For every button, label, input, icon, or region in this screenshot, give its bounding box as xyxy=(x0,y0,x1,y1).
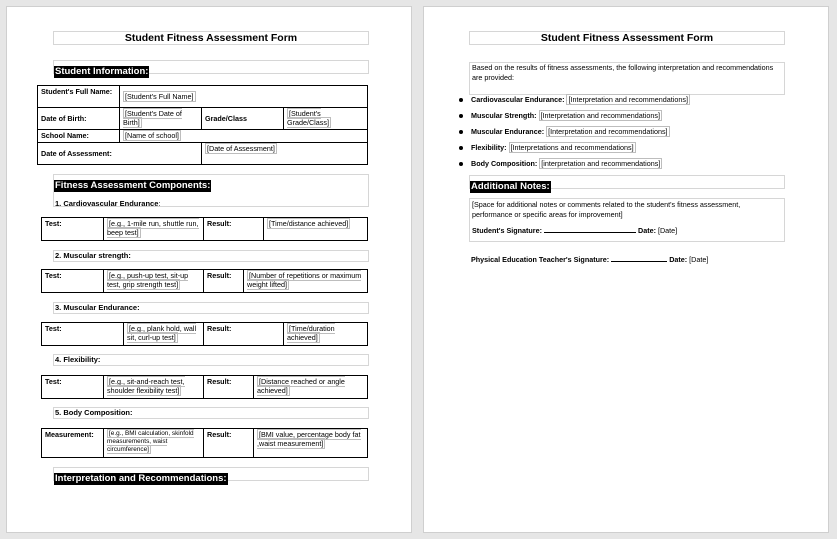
doa-field[interactable]: [Date of Assessment] xyxy=(207,144,275,153)
date-label: Date: xyxy=(638,226,656,235)
component-title-5: 5. Body Composition: xyxy=(55,408,133,417)
result-label: Result: xyxy=(204,376,254,399)
component-5-heading-box xyxy=(53,407,369,419)
test-label: Test: xyxy=(42,218,104,241)
notes-field[interactable]: [Space for additional notes or comments related to the student's fitness assessment, performance or specific areas for improvement] xyxy=(472,200,741,219)
notes-section xyxy=(469,175,785,192)
flexibility-result-field[interactable]: [Distance reached or angle achieved] xyxy=(257,377,345,395)
strength-test-field[interactable]: [e.g., push-up test, sit-up test, grip strength test] xyxy=(107,271,189,289)
doa-label: Date of Assessment: xyxy=(38,143,202,165)
component-3-heading-box xyxy=(53,302,369,314)
bullet-endurance: Muscular Endurance: [Interpretation and recommendations] xyxy=(471,127,668,136)
result-label: Result: xyxy=(204,270,244,293)
student-signature-field[interactable] xyxy=(544,224,636,233)
endurance-test-field[interactable]: [e.g., plank hold, wall sit, curl-up test] xyxy=(127,324,197,342)
component-2-heading-box xyxy=(53,250,369,262)
component-title-3: 3. Muscular Endurance: xyxy=(55,303,140,312)
dob-label: Date of Birth: xyxy=(38,108,120,130)
dob-field[interactable]: [Student's Date of Birth] xyxy=(123,109,182,127)
student-signature-label: Student's Signature: xyxy=(472,226,542,235)
component-title-1: 1. Cardiovascular Endurance: xyxy=(55,199,161,208)
interpretation-section xyxy=(53,467,369,484)
endurance-table xyxy=(41,322,368,346)
test-label: Test: xyxy=(42,376,104,399)
component-title-4: 4. Flexibility: xyxy=(55,355,101,364)
component-4-heading-box xyxy=(53,354,369,366)
school-field[interactable]: [Name of school] xyxy=(125,131,179,140)
date-label: Date: xyxy=(669,255,688,264)
components-section xyxy=(53,174,369,207)
result-label: Result: xyxy=(204,429,254,458)
full-name-label: Student's Full Name: xyxy=(38,86,120,108)
teacher-signature-label: Physical Education Teacher's Signature: xyxy=(471,255,610,264)
student-info-table xyxy=(37,85,368,165)
strength-result-field[interactable]: [Number of repetitions or maximum weight lifted] xyxy=(247,271,362,289)
body-composition-result-field[interactable]: [BMI value, percentage body fat ,waist measurement] xyxy=(257,430,361,448)
form-title: Student Fitness Assessment Form xyxy=(469,31,785,45)
interp-strength-field[interactable]: [Interpretation and recommendations] xyxy=(540,111,660,120)
bullet-body-composition: Body Composition: [interpretation and recommendations] xyxy=(471,159,661,168)
test-label: Test: xyxy=(42,270,104,293)
cardio-result-field[interactable]: [Time/distance achieved] xyxy=(269,219,349,228)
full-name-field[interactable]: [Student's Full Name] xyxy=(125,92,194,101)
date-field[interactable]: [Date] xyxy=(689,255,709,264)
section-heading-notes: Additional Notes: xyxy=(471,181,550,192)
bullet-strength: Muscular Strength: [Interpretation and recommendations] xyxy=(471,111,660,120)
interp-flexibility-field[interactable]: [Interpretations and recommendations] xyxy=(510,143,634,152)
body-composition-test-field[interactable]: [e.g., BMI calculation, skinfold measurements, waist circumference] xyxy=(107,430,194,453)
cardio-test-field[interactable]: [e.g., 1-mile run, shuttle run, beep test] xyxy=(107,219,199,237)
notes-box xyxy=(469,198,785,242)
teacher-signature-field[interactable] xyxy=(611,253,667,262)
result-label: Result: xyxy=(204,218,264,241)
cardio-table xyxy=(41,217,368,241)
flexibility-table xyxy=(41,375,368,399)
interp-endurance-field[interactable]: [Interpretation and recommendations] xyxy=(548,127,668,136)
document-page-2 xyxy=(423,6,829,533)
strength-table xyxy=(41,269,368,293)
component-title-2: 2. Muscular strength: xyxy=(55,251,131,260)
test-label: Test: xyxy=(42,323,124,346)
interpretation-intro: Based on the results of fitness assessments, the following interpretation and recommendations are provided: xyxy=(472,63,774,82)
student-info-section xyxy=(53,60,369,77)
document-page-1 xyxy=(6,6,412,533)
bullet-flexibility: Flexibility: [Interpretations and recommendations] xyxy=(471,143,634,152)
form-title: Student Fitness Assessment Form xyxy=(53,31,369,45)
grade-field[interactable]: [Student's Grade/Class] xyxy=(287,109,329,127)
student-signature-line xyxy=(472,224,782,236)
grade-label: Grade/Class xyxy=(202,108,284,130)
interp-body-composition-field[interactable]: [interpretation and recommendations] xyxy=(541,159,661,168)
interpretation-intro-box xyxy=(469,62,785,95)
flexibility-test-field[interactable]: [e.g., sit-and-reach test, shoulder flexibility test] xyxy=(107,377,185,395)
endurance-result-field[interactable]: [Time/duration achieved] xyxy=(287,324,335,342)
section-heading-student-info: Student Information: xyxy=(55,66,149,77)
bullet-cardio: Cardiovascular Endurance: [Interpretation and recommendations] xyxy=(471,95,688,104)
date-field[interactable]: [Date] xyxy=(657,226,678,235)
school-label: School Name: xyxy=(38,130,120,143)
result-label: Result: xyxy=(204,323,284,346)
section-heading-interpretation: Interpretation and Recommendations: xyxy=(55,473,227,484)
measurement-label: Measurement: xyxy=(42,429,104,458)
interp-cardio-field[interactable]: [Interpretation and recommendations] xyxy=(568,95,688,104)
body-composition-table xyxy=(41,428,368,458)
section-heading-components: Fitness Assessment Components: xyxy=(55,180,211,191)
teacher-signature-line xyxy=(471,253,708,265)
